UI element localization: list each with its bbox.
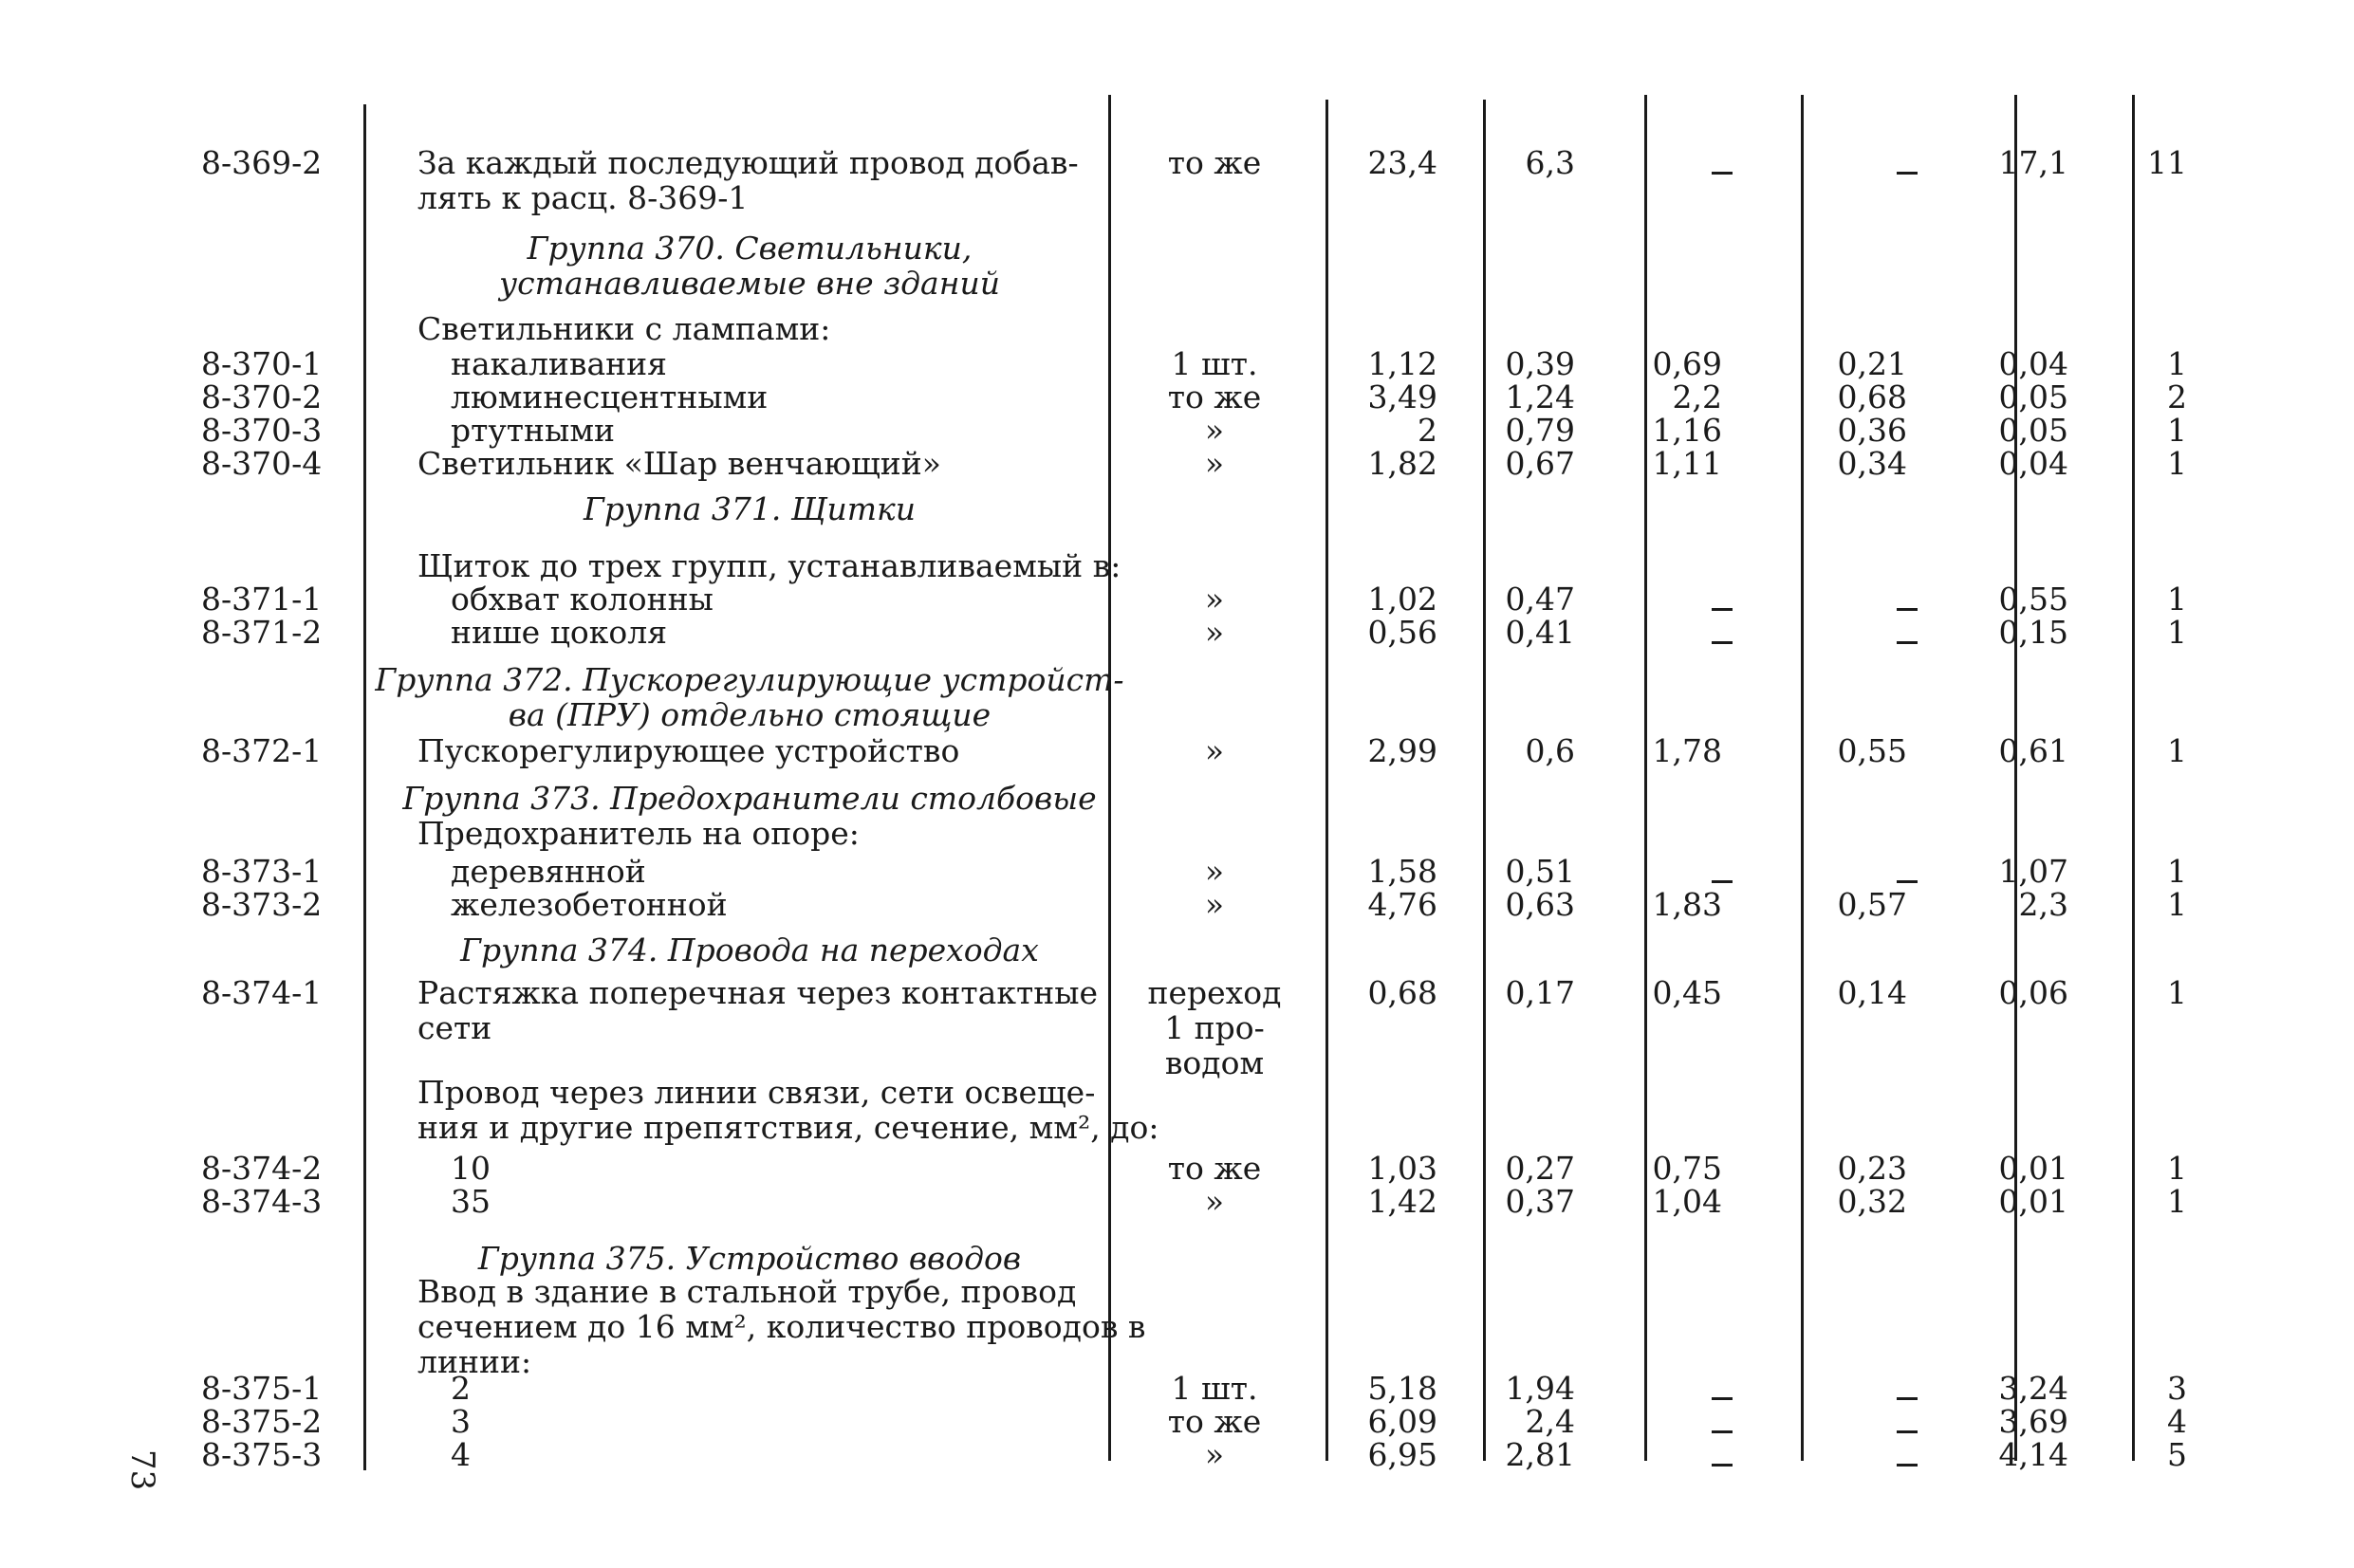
- value-c2: 0,39: [1505, 345, 1575, 382]
- value-c5: 0,61: [1998, 732, 2068, 769]
- value-c5: 17,1: [1998, 144, 2068, 181]
- value-c2: 0,47: [1505, 581, 1575, 618]
- section-header: Щиток до трех групп, устанавливаемый в:: [417, 547, 1121, 584]
- value-c2: 0,27: [1505, 1150, 1575, 1187]
- value-c4: [1897, 591, 1918, 622]
- column-rule: [1325, 100, 1328, 1461]
- value-c5: 0,01: [1998, 1183, 2068, 1220]
- item-description: нише цоколя: [451, 614, 668, 651]
- value-c5: 0,01: [1998, 1150, 2068, 1187]
- value-c1: 1,82: [1367, 445, 1437, 482]
- value-c1: 6,09: [1367, 1403, 1437, 1440]
- item-code: 8-373-1: [201, 853, 323, 890]
- group-heading: Группа 370. Светильники,: [527, 230, 973, 267]
- value-c2: 0,17: [1505, 974, 1575, 1011]
- unit-of-measure: »: [1204, 886, 1225, 923]
- item-description: накаливания: [451, 345, 667, 382]
- value-c2: 2,81: [1505, 1436, 1575, 1473]
- value-c3: [1712, 1413, 1733, 1445]
- group-heading: Группа 373. Предохранители столбовые: [402, 780, 1097, 817]
- section-header: линии:: [417, 1343, 532, 1380]
- value-c6: 4: [2167, 1403, 2187, 1440]
- value-c4: 0,57: [1837, 886, 1907, 923]
- value-c2: 2,4: [1525, 1403, 1575, 1440]
- item-code: 8-375-1: [201, 1370, 323, 1407]
- value-c4: [1897, 155, 1918, 186]
- value-c4: [1897, 1380, 1918, 1411]
- value-c3: [1712, 1380, 1733, 1411]
- unit-of-measure: то же: [1167, 144, 1262, 181]
- value-c4: 0,14: [1837, 974, 1907, 1011]
- unit-of-measure: переход: [1147, 974, 1282, 1011]
- group-heading: Группа 374. Провода на переходах: [460, 932, 1039, 968]
- value-c5: 2,3: [2018, 886, 2068, 923]
- column-rule: [1801, 95, 1804, 1461]
- column-rule: [1644, 95, 1647, 1461]
- value-c1: 3,49: [1367, 378, 1437, 415]
- column-rule: [2132, 95, 2135, 1461]
- value-c1: 0,68: [1367, 974, 1437, 1011]
- value-c2: 0,6: [1525, 732, 1575, 769]
- item-code: 8-375-2: [201, 1403, 323, 1440]
- item-code: 8-371-1: [201, 581, 323, 618]
- item-description: ртутными: [451, 412, 615, 449]
- item-description: сети: [417, 1009, 492, 1046]
- value-c6: 1: [2167, 412, 2187, 449]
- item-description: Растяжка поперечная через контактные: [417, 974, 1098, 1011]
- value-c4: 0,23: [1837, 1150, 1907, 1187]
- group-heading: Группа 375. Устройство вводов: [477, 1240, 1022, 1277]
- item-code: 8-370-1: [201, 345, 323, 382]
- item-description: Светильник «Шар венчающий»: [417, 445, 941, 482]
- value-c1: 23,4: [1367, 144, 1437, 181]
- unit-of-measure: то же: [1167, 1403, 1262, 1440]
- value-c4: 0,36: [1837, 412, 1907, 449]
- value-c3: 1,11: [1652, 445, 1722, 482]
- unit-of-measure: 1 шт.: [1171, 1370, 1258, 1407]
- value-c1: 1,12: [1367, 345, 1437, 382]
- value-c1: 1,42: [1367, 1183, 1437, 1220]
- unit-of-measure: »: [1204, 1183, 1225, 1220]
- value-c5: 0,04: [1998, 345, 2068, 382]
- value-c2: 1,94: [1505, 1370, 1575, 1407]
- value-c2: 6,3: [1525, 144, 1575, 181]
- item-description: лять к расц. 8-369-1: [417, 179, 749, 216]
- value-c3: [1712, 591, 1733, 622]
- value-c1: 1,03: [1367, 1150, 1437, 1187]
- value-c1: 4,76: [1367, 886, 1437, 923]
- section-header: ния и другие препятствия, сечение, мм², до:: [417, 1109, 1159, 1146]
- value-c5: 0,05: [1998, 412, 2068, 449]
- value-c2: 0,67: [1505, 445, 1575, 482]
- value-c2: 0,37: [1505, 1183, 1575, 1220]
- unit-of-measure: »: [1204, 412, 1225, 449]
- value-c6: 1: [2167, 1183, 2187, 1220]
- item-code: 8-375-3: [201, 1436, 323, 1473]
- value-c6: 1: [2167, 614, 2187, 651]
- value-c3: [1712, 1447, 1733, 1478]
- column-rule: [363, 104, 366, 1470]
- value-c6: 1: [2167, 886, 2187, 923]
- item-code: 8-370-2: [201, 378, 323, 415]
- value-c4: [1897, 624, 1918, 655]
- value-c3: [1712, 624, 1733, 655]
- value-c1: 0,56: [1367, 614, 1437, 651]
- item-code: 8-373-2: [201, 886, 323, 923]
- value-c1: 1,02: [1367, 581, 1437, 618]
- value-c3: 0,69: [1652, 345, 1722, 382]
- value-c5: 0,04: [1998, 445, 2068, 482]
- group-heading: Группа 372. Пускорегулирующие устройст-: [375, 661, 1124, 698]
- value-c5: 0,05: [1998, 378, 2068, 415]
- value-c4: 0,21: [1837, 345, 1907, 382]
- section-header: Светильники с лампами:: [417, 310, 831, 347]
- item-code: 8-374-1: [201, 974, 323, 1011]
- item-description: 3: [451, 1403, 471, 1440]
- value-c5: 0,55: [1998, 581, 2068, 618]
- value-c3: 1,16: [1652, 412, 1722, 449]
- value-c3: 2,2: [1672, 378, 1722, 415]
- column-rule: [1108, 95, 1111, 1461]
- value-c3: 0,75: [1652, 1150, 1722, 1187]
- item-description: 2: [451, 1370, 471, 1407]
- value-c2: 0,63: [1505, 886, 1575, 923]
- value-c6: 1: [2167, 345, 2187, 382]
- unit-of-measure: »: [1204, 614, 1225, 651]
- item-description: обхват колонны: [451, 581, 714, 618]
- section-header: сечением до 16 мм², количество проводов в: [417, 1308, 1146, 1345]
- item-code: 8-374-3: [201, 1183, 323, 1220]
- value-c6: 5: [2167, 1436, 2187, 1473]
- item-description: Пускорегулирующее устройство: [417, 732, 960, 769]
- column-rule: [1483, 100, 1486, 1461]
- section-header: Ввод в здание в стальной трубе, провод: [417, 1273, 1077, 1310]
- item-description: За каждый последующий провод добав-: [417, 144, 1079, 181]
- unit-of-measure: то же: [1167, 378, 1262, 415]
- unit-of-measure: 1 шт.: [1171, 345, 1258, 382]
- section-header: Предохранитель на опоре:: [417, 815, 860, 852]
- item-description: железобетонной: [451, 886, 728, 923]
- item-description: люминесцентными: [451, 378, 769, 415]
- value-c2: 1,24: [1505, 378, 1575, 415]
- value-c3: 1,78: [1652, 732, 1722, 769]
- item-description: 4: [451, 1436, 471, 1473]
- group-heading: ва (ПРУ) отдельно стоящие: [508, 696, 992, 733]
- item-code: 8-369-2: [201, 144, 323, 181]
- item-code: 8-371-2: [201, 614, 323, 651]
- value-c6: 1: [2167, 732, 2187, 769]
- item-description: деревянной: [451, 853, 646, 890]
- value-c4: 0,34: [1837, 445, 1907, 482]
- value-c6: 1: [2167, 1150, 2187, 1187]
- value-c1: 2,99: [1367, 732, 1437, 769]
- value-c6: 2: [2167, 378, 2187, 415]
- value-c3: 1,04: [1652, 1183, 1722, 1220]
- item-code: 8-372-1: [201, 732, 323, 769]
- unit-of-measure: водом: [1164, 1044, 1265, 1081]
- item-code: 8-370-4: [201, 445, 323, 482]
- value-c1: 6,95: [1367, 1436, 1437, 1473]
- value-c6: 1: [2167, 581, 2187, 618]
- value-c6: 3: [2167, 1370, 2187, 1407]
- value-c2: 0,41: [1505, 614, 1575, 651]
- unit-of-measure: »: [1204, 581, 1225, 618]
- value-c4: [1897, 1447, 1918, 1478]
- value-c1: 2: [1418, 412, 1437, 449]
- unit-of-measure: »: [1204, 445, 1225, 482]
- value-c5: 1,07: [1998, 853, 2068, 890]
- value-c2: 0,51: [1505, 853, 1575, 890]
- value-c6: 1: [2167, 853, 2187, 890]
- value-c4: 0,55: [1837, 732, 1907, 769]
- item-code: 8-374-2: [201, 1150, 323, 1187]
- item-description: 10: [451, 1150, 491, 1187]
- page-number: 73: [123, 1449, 161, 1491]
- value-c5: 0,15: [1998, 614, 2068, 651]
- value-c3: 0,45: [1652, 974, 1722, 1011]
- unit-of-measure: 1 про-: [1164, 1009, 1265, 1046]
- value-c5: 4,14: [1998, 1436, 2068, 1473]
- value-c2: 0,79: [1505, 412, 1575, 449]
- unit-of-measure: »: [1204, 853, 1225, 890]
- value-c4: [1897, 1413, 1918, 1445]
- item-code: 8-370-3: [201, 412, 323, 449]
- value-c6: 1: [2167, 974, 2187, 1011]
- value-c5: 3,69: [1998, 1403, 2068, 1440]
- value-c6: 11: [2147, 144, 2187, 181]
- unit-of-measure: »: [1204, 1436, 1225, 1473]
- value-c3: 1,83: [1652, 886, 1722, 923]
- section-header: Провод через линии связи, сети освеще-: [417, 1074, 1096, 1111]
- value-c5: 0,06: [1998, 974, 2068, 1011]
- value-c4: 0,32: [1837, 1183, 1907, 1220]
- value-c6: 1: [2167, 445, 2187, 482]
- column-rule: [2014, 95, 2017, 1461]
- value-c1: 5,18: [1367, 1370, 1437, 1407]
- unit-of-measure: »: [1204, 732, 1225, 769]
- value-c5: 3,24: [1998, 1370, 2068, 1407]
- value-c4: 0,68: [1837, 378, 1907, 415]
- group-heading: устанавливаемые вне зданий: [499, 265, 1000, 302]
- item-description: 35: [451, 1183, 491, 1220]
- group-heading: Группа 371. Щитки: [584, 490, 916, 527]
- value-c1: 1,58: [1367, 853, 1437, 890]
- value-c3: [1712, 155, 1733, 186]
- unit-of-measure: то же: [1167, 1150, 1262, 1187]
